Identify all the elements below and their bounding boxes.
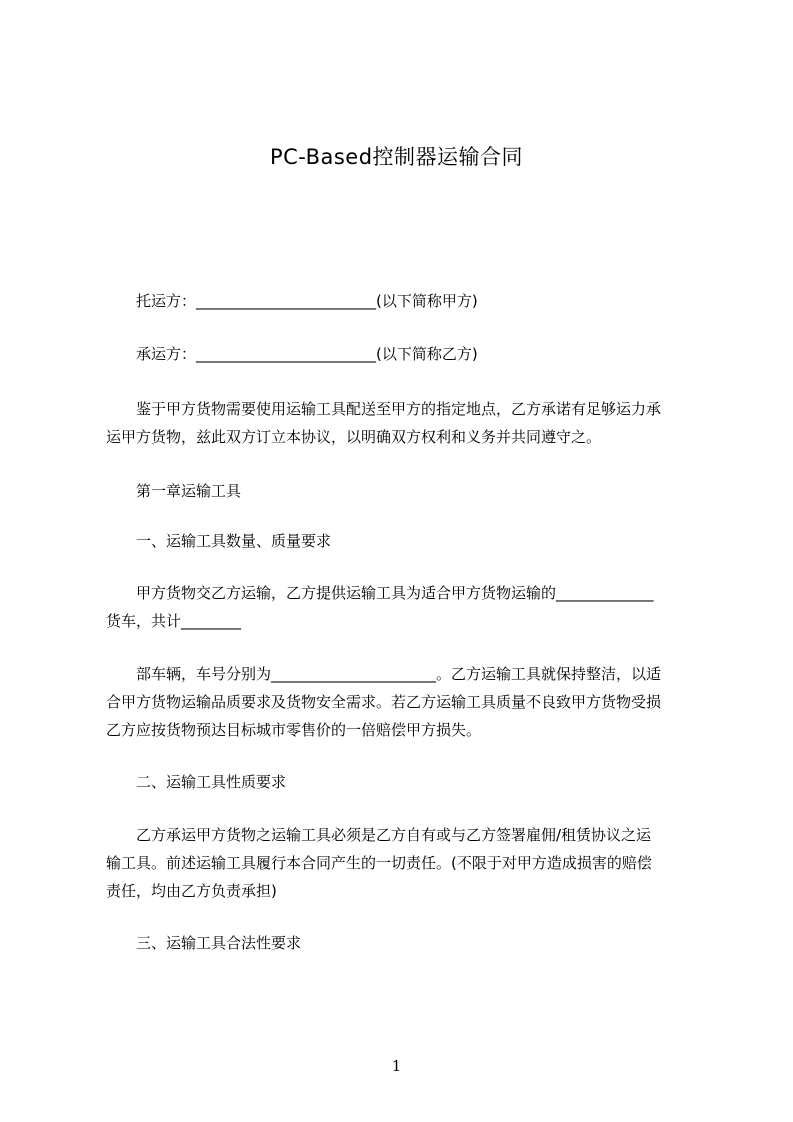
section-1-paragraph-line-2: 货车，共计________ (106, 612, 242, 630)
section-heading-2: 二、运输工具性质要求 (136, 773, 287, 791)
section-1-paragraph-line-4: 合甲方货物运输品质要求及货物安全需求。若乙方运输工具质量不良致甲方货物受损 (106, 693, 662, 711)
shipper-line: 托运方：________________________(以下简称甲方) (136, 292, 478, 310)
section-heading-1: 一、运输工具数量、质量要求 (136, 532, 332, 550)
section-2-paragraph-line-3: 责任，均由乙方负责承担) (106, 882, 277, 900)
chapter-heading: 第一章运输工具 (136, 482, 242, 500)
section-heading-3: 三、运输工具合法性要求 (136, 934, 302, 952)
section-1-paragraph-line-5: 乙方应按货物预达目标城市零售价的一倍赔偿甲方损失。 (106, 721, 482, 739)
carrier-line: 承运方：________________________(以下简称乙方) (136, 345, 478, 363)
preamble-line-2: 运甲方货物，兹此双方订立本协议，以明确双方权利和义务并共同遵守之。 (106, 428, 602, 446)
section-1-paragraph-line-3: 部车辆，车号分别为______________________。乙方运输工具就保持整洁，以适 (136, 665, 662, 683)
section-2-paragraph-line-2: 输工具。前述运输工具履行本合同产生的一切责任。(不限于对甲方造成损害的赔偿 (106, 854, 652, 872)
page-number: 1 (391, 1057, 402, 1075)
section-2-paragraph-line-1: 乙方承运甲方货物之运输工具必须是乙方自有或与乙方签署雇佣/租赁协议之运 (136, 826, 652, 844)
contract-title: PC-Based控制器运输合同 (269, 145, 524, 169)
preamble-line-1: 鉴于甲方货物需要使用运输工具配送至甲方的指定地点，乙方承诺有足够运力承 (136, 400, 662, 418)
section-1-paragraph-line-1: 甲方货物交乙方运输，乙方提供运输工具为适合甲方货物运输的_____________ (136, 584, 654, 602)
